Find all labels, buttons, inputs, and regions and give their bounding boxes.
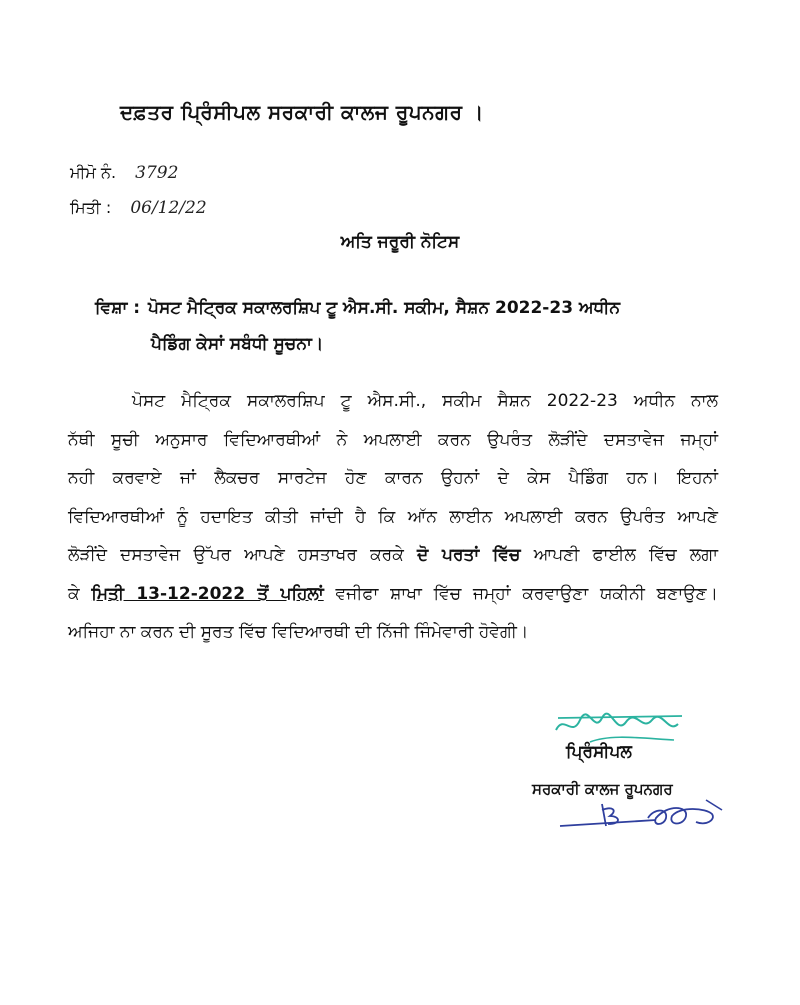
date-row <box>70 198 207 218</box>
body-line: ਪੋਸਟ ਮੈਟ੍ਰਿਕ ਸਕਾਲਰਸ਼ਿਪ ਟੂ ਐਸ.ਸੀ., ਸਕੀਮ ਸੈਸ਼ਨ 2022-23 ਅਧੀਨ ਨਾਲ <box>132 391 718 411</box>
body-line <box>68 575 718 614</box>
body-text-fragment: ਲੋੜੀਂਦੇ ਦਸਤਾਵੇਜ ਉੱਪਰ ਆਪਣੇ ਹਸਤਾਖਰ ਕਰਕੇ <box>68 545 404 565</box>
body-text-fragment: ਆਪਣੀ ਫਾਈਲ ਵਿੱਚ ਲਗਾ <box>533 545 718 565</box>
handwritten-signature-blue <box>556 796 736 836</box>
notice-title: ਅਤਿ ਜਰੂਰੀ ਨੋਟਿਸ <box>340 232 460 252</box>
subject-line-2: ਪੈਡਿੰਗ ਕੇਸਾਂ ਸਬੰਧੀ ਸੂਚਨਾ। <box>151 334 324 354</box>
memo-number: 3792 <box>135 163 179 183</box>
deadline-date: ਮਿਤੀ 13-12-2022 ਤੋਂ ਪਹਿਲਾਂ <box>91 583 324 604</box>
subject-line-1: ਪੋਸਟ ਮੈਟ੍ਰਿਕ ਸਕਾਲਰਸ਼ਿਪ ਟੂ ਐਸ.ਸੀ. ਸਕੀਮ, ਸੈਸ਼ਨ 2022-23 ਅਧੀਨ <box>148 298 621 318</box>
date-value: 06/12/22 <box>130 198 207 218</box>
signatory-title: ਪ੍ਰਿੰਸੀਪਲ <box>566 742 632 762</box>
handwritten-signature-teal <box>550 708 690 746</box>
body-line: ਨਹੀ ਕਰਵਾਏ ਜਾਂ ਲੈਕਚਰ ਸਾਰਟੇਜ ਹੋਣ ਕਾਰਨ ਉਹਨਾਂ ਦੇ ਕੇਸ ਪੈਡਿੰਗ ਹਨ। ਇਹਨਾਂ <box>68 468 718 488</box>
body-line: ਵਿਦਿਆਰਥੀਆਂ ਨੂੰ ਹਦਾਇਤ ਕੀਤੀ ਜਾਂਦੀ ਹੈ ਕਿ ਆੱਨ ਲਾਈਨ ਅਪਲਾਈ ਕਰਨ ਉਪਰੰਤ ਆਪਣੇ <box>68 506 718 527</box>
body-text-fragment: ਵਜੀਫਾ ਸ਼ਾਖਾ ਵਿੱਚ ਜਮ੍ਹਾਂ ਕਰਵਾਉਣਾ ਯਕੀਨੀ ਬਣਾਉਣ। <box>335 583 719 604</box>
notice-body <box>68 382 718 652</box>
memo-label: ਮੀਮੋ ਨੰ. <box>70 163 117 182</box>
bold-two-copies: ਦੋ ਪਰਤਾਂ ਵਿੱਚ <box>417 545 521 565</box>
signatory-office: ਸਰਕਾਰੀ ਕਾਲਜ ਰੂਪਨਗਰ <box>532 780 673 798</box>
body-line <box>68 536 718 575</box>
body-line: ਅਜਿਹਾ ਨਾ ਕਰਨ ਦੀ ਸੂਰਤ ਵਿੱਚ ਵਿਦਿਆਰਥੀ ਦੀ ਨਿੱਜੀ ਜਿੰਮੇਵਾਰੀ ਹੋਵੇਗੀ। <box>68 622 529 642</box>
office-heading: ਦਫ਼ਤਰ ਪ੍ਰਿੰਸੀਪਲ ਸਰਕਾਰੀ ਕਾਲਜ ਰੂਪਨਗਰ । <box>120 100 484 124</box>
subject-block <box>95 290 735 362</box>
body-line: ਨੱਥੀ ਸੂਚੀ ਅਨੁਸਾਰ ਵਿਦਿਆਰਥੀਆਂ ਨੇ ਅਪਲਾਈ ਕਰਨ ਉਪਰੰਤ ਲੋੜੀਂਦੇ ਦਸਤਾਵੇਜ ਜਮ੍ਹਾਂ <box>68 429 718 450</box>
memo-number-row <box>70 163 178 183</box>
subject-label: ਵਿਸ਼ਾ : <box>95 298 141 318</box>
date-label: ਮਿਤੀ : <box>70 198 112 217</box>
body-text-fragment: ਕੇ <box>68 583 80 604</box>
